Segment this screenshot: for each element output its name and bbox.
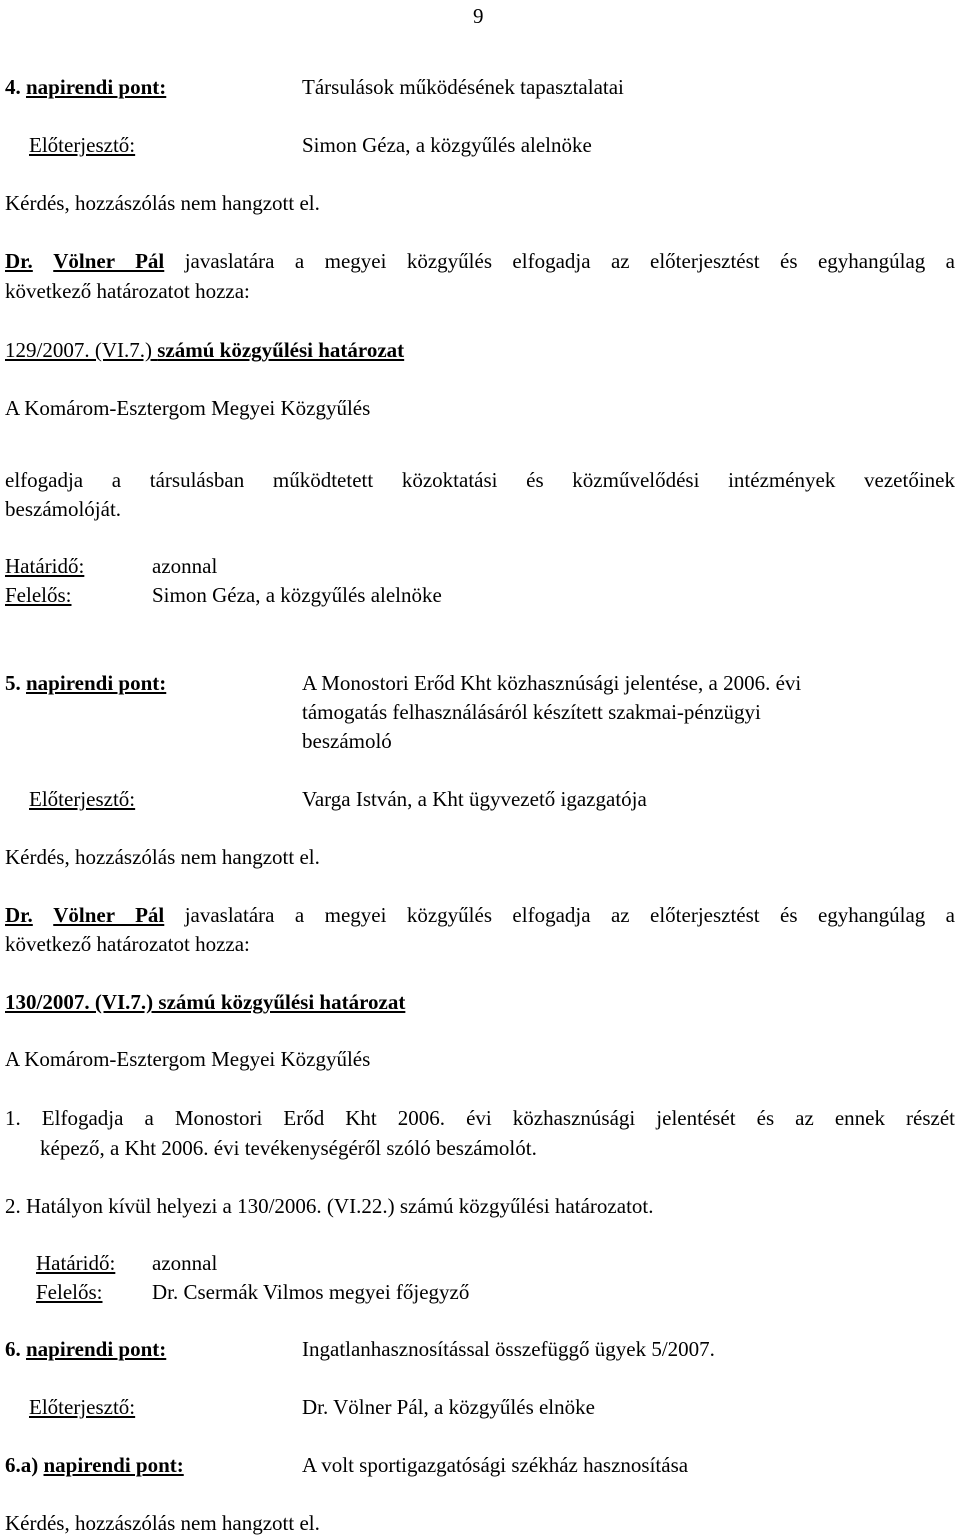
item4-resolution-suffix: számú közgyűlési határozat [157, 338, 405, 362]
item4-title: Társulások működésének tapasztalatai [302, 75, 624, 99]
item5-proposal-text: javaslatára a megyei közgyűlés elfogadja az előterjesztést és egyhangúlag a [184, 903, 956, 927]
item6-number: 6. [5, 1337, 21, 1361]
page-number: 9 [473, 4, 484, 28]
item4-deadline: azonnal [152, 554, 218, 578]
item4-proposal-line2: következő határozatot hozza: [5, 279, 250, 303]
item5-resolution-title: 130/2007. (VI.7.) számú közgyűlési határozat [5, 990, 406, 1014]
item4-body-line2: beszámolóját. [5, 497, 122, 521]
item6-presenter: Dr. Völner Pál, a közgyűlés elnöke [302, 1395, 595, 1419]
item4-proposal-line1 [5, 248, 955, 274]
item4-body-line1: elfogadja a társulásban működtetett közoktatási és közművelődési intézmények vezetőinek [5, 468, 955, 492]
item5-deadline-label: Határidő: [36, 1251, 116, 1275]
item5-heading [5, 670, 166, 696]
item6-title: Ingatlanhasznosítással összefüggő ügyek 5/2007. [302, 1337, 715, 1361]
item6-presenter-label: Előterjesztő: [29, 1395, 136, 1419]
item6a-heading [5, 1452, 184, 1478]
item5-presenter: Varga István, a Kht ügyvezető igazgatója [302, 787, 647, 811]
item5-assembly: A Komárom-Esztergom Megyei Közgyűlés [5, 1047, 371, 1071]
item6-label: napirendi pont: [26, 1337, 167, 1361]
item5-proposer-prefix: Dr. [5, 903, 33, 927]
item6a-number: 6.a) [5, 1453, 39, 1477]
item5-title-line1: A Monostori Erőd Kht közhasznúsági jelentése, a 2006. évi [302, 671, 802, 695]
item5-deadline: azonnal [152, 1251, 218, 1275]
item5-responsible-label: Felelős: [36, 1280, 103, 1304]
item5-point1-line1: 1. Elfogadja a Monostori Erőd Kht 2006. évi közhasznúsági jelentését és az ennek részét [5, 1106, 955, 1130]
item4-resolution-prefix: 129/2007. (VI.7.) [5, 338, 152, 362]
item4-number: 4. [5, 75, 21, 99]
item5-number: 5. [5, 671, 21, 695]
item4-heading [5, 74, 166, 100]
item6a-label: napirendi pont: [43, 1453, 184, 1477]
item5-presenter-label: Előterjesztő: [29, 787, 136, 811]
item5-title-line3: beszámoló [302, 729, 392, 753]
item4-proposal-text: javaslatára a megyei közgyűlés elfogadja az előterjesztést és egyhangúlag a [184, 249, 956, 273]
item5-proposer-name: Völner Pál [53, 903, 165, 927]
item6-heading [5, 1336, 166, 1362]
item5-point2: 2. Hatályon kívül helyezi a 130/2006. (VI.22.) számú közgyűlési határozatot. [5, 1194, 654, 1218]
item4-deadline-label: Határidő: [5, 554, 85, 578]
item5-title-line2: támogatás felhasználásáról készített szakmai-pénzügyi [302, 700, 761, 724]
item4-no-questions: Kérdés, hozzászólás nem hangzott el. [5, 191, 320, 215]
item4-label: napirendi pont: [26, 75, 167, 99]
item4-resolution-title [5, 337, 404, 363]
item5-point1-line2: képező, a Kht 2006. évi tevékenységéről szóló beszámolót. [40, 1136, 537, 1160]
item4-proposer-prefix: Dr. [5, 249, 33, 273]
item4-proposer-name: Völner Pál [53, 249, 165, 273]
item4-assembly: A Komárom-Esztergom Megyei Közgyűlés [5, 396, 371, 420]
item5-no-questions: Kérdés, hozzászólás nem hangzott el. [5, 845, 320, 869]
item5-responsible: Dr. Csermák Vilmos megyei főjegyző [152, 1280, 470, 1304]
item6a-no-questions: Kérdés, hozzászólás nem hangzott el. [5, 1511, 320, 1535]
item4-presenter: Simon Géza, a közgyűlés alelnöke [302, 133, 592, 157]
item4-responsible: Simon Géza, a közgyűlés alelnöke [152, 583, 442, 607]
item5-proposal-line2: következő határozatot hozza: [5, 932, 250, 956]
item6a-title: A volt sportigazgatósági székház hasznosítása [302, 1453, 689, 1477]
item4-responsible-label: Felelős: [5, 583, 72, 607]
item5-label: napirendi pont: [26, 671, 167, 695]
item4-presenter-label: Előterjesztő: [29, 133, 136, 157]
item5-proposal-line1 [5, 902, 955, 928]
